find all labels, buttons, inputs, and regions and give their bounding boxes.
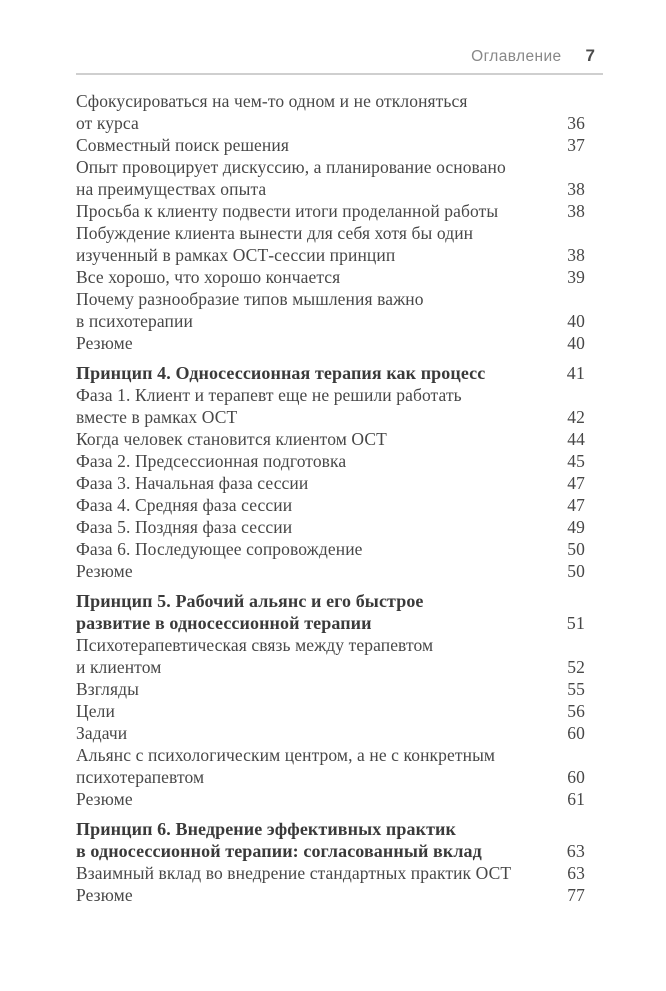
toc-line xyxy=(76,818,603,840)
page-header xyxy=(76,46,603,75)
toc-page-number: 60 xyxy=(567,767,585,787)
toc-page-number: 61 xyxy=(567,789,585,809)
toc-page-number: 41 xyxy=(566,363,585,383)
toc-line xyxy=(76,266,603,288)
toc-entry-title: Принцип 5. Рабочий альянс и его быстрое xyxy=(76,591,424,611)
toc-line xyxy=(76,362,603,384)
toc-line xyxy=(76,428,603,450)
toc-entry xyxy=(76,472,603,494)
toc-line xyxy=(76,156,603,178)
toc-entry-title: от курса xyxy=(76,113,139,133)
toc-entry-title: Взаимный вклад во внедрение стандартных практик ОСТ xyxy=(76,863,512,883)
toc-line xyxy=(76,134,603,156)
toc-line xyxy=(76,516,603,538)
toc-line xyxy=(76,656,603,678)
toc-line xyxy=(76,766,603,788)
toc-entry xyxy=(76,516,603,538)
toc-line xyxy=(76,494,603,516)
toc-page-number: 36 xyxy=(567,113,585,133)
toc-entry-title: Альянс с психологическим центром, а не с конкретным xyxy=(76,745,496,765)
toc-line xyxy=(76,722,603,744)
toc-page-number: 50 xyxy=(567,539,585,559)
toc-page-number: 38 xyxy=(567,179,585,199)
toc-line xyxy=(76,744,603,766)
toc-entry-title: Почему разнообразие типов мышления важно xyxy=(76,289,424,309)
toc-entry-title: Цели xyxy=(76,701,115,721)
toc-entry xyxy=(76,700,603,722)
toc-line xyxy=(76,200,603,222)
toc-line xyxy=(76,788,603,810)
toc-entry xyxy=(76,428,603,450)
toc-entry-title: Сфокусироваться на чем-то одном и не отклоняться xyxy=(76,91,468,111)
toc-entry xyxy=(76,678,603,700)
toc-entry-title: Все хорошо, что хорошо кончается xyxy=(76,267,341,287)
toc-entry-title: Резюме xyxy=(76,789,133,809)
toc-page-number: 77 xyxy=(567,885,585,905)
toc-line xyxy=(76,384,603,406)
toc-entry xyxy=(76,384,603,428)
toc-page-number: 40 xyxy=(567,333,585,353)
toc-page-number: 37 xyxy=(567,135,585,155)
toc-header-title: Оглавление xyxy=(471,48,562,65)
toc-page-number: 55 xyxy=(567,679,585,699)
toc-page-number: 60 xyxy=(567,723,585,743)
toc-entry xyxy=(76,332,603,354)
toc-entry xyxy=(76,90,603,134)
toc-line xyxy=(76,406,603,428)
toc-page-number: 63 xyxy=(566,841,585,861)
toc-line xyxy=(76,472,603,494)
toc-entry xyxy=(76,788,603,810)
toc-entry-title: Просьба к клиенту подвести итоги проделанной работы xyxy=(76,201,499,221)
toc-list xyxy=(76,90,603,906)
toc-entry xyxy=(76,862,603,884)
toc-entry xyxy=(76,722,603,744)
toc-entry-title: Когда человек становится клиентом ОСТ xyxy=(76,429,387,449)
toc-page-number: 63 xyxy=(567,863,585,883)
toc-page-number: 40 xyxy=(567,311,585,331)
toc-page-number: 38 xyxy=(567,201,585,221)
toc-entry-title: Резюме xyxy=(76,561,133,581)
toc-page-number: 52 xyxy=(567,657,585,677)
toc-entry-title: Опыт провоцирует дискуссию, а планирование основано xyxy=(76,157,506,177)
toc-section-heading xyxy=(76,818,603,862)
toc-entry xyxy=(76,156,603,200)
toc-line xyxy=(76,678,603,700)
toc-entry-title: Фаза 6. Последующее сопровождение xyxy=(76,539,363,559)
toc-line xyxy=(76,310,603,332)
toc-entry-title: Совместный поиск решения xyxy=(76,135,290,155)
toc-line xyxy=(76,112,603,134)
toc-page-number: 50 xyxy=(567,561,585,581)
toc-entry-title: психотерапевтом xyxy=(76,767,205,787)
toc-line xyxy=(76,288,603,310)
toc-entry-title: Фаза 4. Средняя фаза сессии xyxy=(76,495,293,515)
toc-line xyxy=(76,90,603,112)
toc-entry-title: Резюме xyxy=(76,333,133,353)
toc-entry xyxy=(76,266,603,288)
toc-line xyxy=(76,612,603,634)
toc-page-number: 45 xyxy=(567,451,585,471)
toc-line xyxy=(76,450,603,472)
toc-entry-title: Фаза 1. Клиент и терапевт еще не решили работать xyxy=(76,385,462,405)
toc-entry xyxy=(76,560,603,582)
toc-entry-title: Побуждение клиента вынести для себя хотя бы один xyxy=(76,223,474,243)
toc-page-number: 39 xyxy=(567,267,585,287)
toc-page-number: 51 xyxy=(566,613,585,633)
toc-entry xyxy=(76,200,603,222)
toc-line xyxy=(76,590,603,612)
toc-line xyxy=(76,840,603,862)
toc-line xyxy=(76,178,603,200)
toc-entry-title: Фаза 5. Поздняя фаза сессии xyxy=(76,517,293,537)
toc-entry-title: вместе в рамках ОСТ xyxy=(76,407,238,427)
toc-line xyxy=(76,332,603,354)
toc-entry-title: Принцип 4. Односессионная терапия как процесс xyxy=(76,363,486,383)
toc-line xyxy=(76,884,603,906)
toc-entry-title: и клиентом xyxy=(76,657,162,677)
toc-line xyxy=(76,560,603,582)
page-number: 7 xyxy=(585,46,595,65)
toc-entry-title: Взгляды xyxy=(76,679,140,699)
toc-page-number: 38 xyxy=(567,245,585,265)
toc-page-number: 47 xyxy=(567,473,585,493)
toc-entry-title: в психотерапии xyxy=(76,311,193,331)
toc-entry-title: Психотерапевтическая связь между терапевтом xyxy=(76,635,434,655)
toc-page-number: 49 xyxy=(567,517,585,537)
toc-entry-title: изученный в рамках ОСТ-сессии принцип xyxy=(76,245,396,265)
toc-line xyxy=(76,538,603,560)
toc-entry-title: Фаза 3. Начальная фаза сессии xyxy=(76,473,309,493)
toc-page-number: 56 xyxy=(567,701,585,721)
toc-section-heading xyxy=(76,362,603,384)
toc-entry xyxy=(76,222,603,266)
toc-line xyxy=(76,700,603,722)
toc-line xyxy=(76,634,603,656)
toc-entry xyxy=(76,634,603,678)
toc-entry xyxy=(76,744,603,788)
toc-entry-title: Фаза 2. Предсессионная подготовка xyxy=(76,451,347,471)
toc-entry xyxy=(76,538,603,560)
toc-page-number: 47 xyxy=(567,495,585,515)
toc-entry-title: развитие в односессионной терапии xyxy=(76,613,372,633)
toc-line xyxy=(76,862,603,884)
page-content xyxy=(76,46,603,906)
toc-entry-title: Принцип 6. Внедрение эффективных практик xyxy=(76,819,456,839)
toc-entry xyxy=(76,288,603,332)
toc-entry xyxy=(76,494,603,516)
toc-entry xyxy=(76,134,603,156)
toc-section-heading xyxy=(76,590,603,634)
toc-page-number: 42 xyxy=(567,407,585,427)
toc-entry-title: в односессионной терапии: согласованный вклад xyxy=(76,841,482,861)
toc-entry-title: Резюме xyxy=(76,885,133,905)
toc-entry xyxy=(76,884,603,906)
toc-line xyxy=(76,244,603,266)
toc-entry-title: Задачи xyxy=(76,723,128,743)
toc-entry xyxy=(76,450,603,472)
toc-page-number: 44 xyxy=(567,429,585,449)
toc-entry-title: на преимуществах опыта xyxy=(76,179,267,199)
toc-line xyxy=(76,222,603,244)
